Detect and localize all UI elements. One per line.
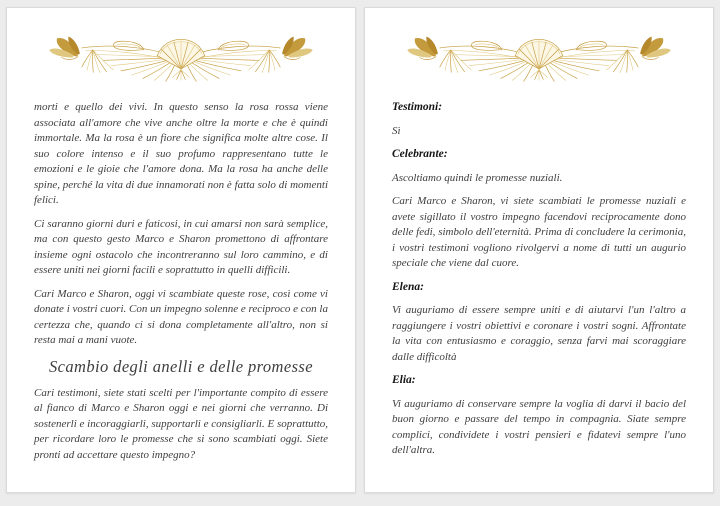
paragraph: Cari Marco e Sharon, vi siete scambiati le promesse nuziali e avete sigillato il vostro impegno facendovi reciprocamente dono delle fedi, simbolo dell'eternità. Prima di concludere la cerimonia, i vostri testimoni vogliono rivolgervi a nome di tutti un augurio speciale che viene dal cuore. <box>392 195 686 269</box>
speaker-label: Elia: <box>392 374 416 386</box>
speaker-label: Celebrante: <box>392 148 448 160</box>
gold-flourish-ornament <box>386 26 692 88</box>
paragraph: morti e quello dei vivi. In questo senso la rosa rossa viene associata all'amore che vive anche oltre la morte e che è quindi immortale. Ma la rosa è un fiore che significa molte altre cose. Il suo colore intenso e il suo profumo rappresentano tutte le emozioni e le gioie che l'amore dona. Ma la rosa ha anche delle spine, perché la vita di due innamorati non è fatta solo di momenti felici. <box>34 101 328 206</box>
paragraph: Cari testimoni, siete stati scelti per l'importante compito di essere al fianco di Marco e Sharon oggi e nei giorni che verranno. Di sostenerli e incoraggiarli, supportarli e consigliarli. E soprattutto, per ricordare loro le promesse che si sono scambiati oggi. Siete pronti ad accettare questo impegno? <box>34 386 328 461</box>
speaker-label: Testimoni: <box>392 101 443 113</box>
left-page-content <box>7 98 355 463</box>
right-page <box>364 7 714 493</box>
section-heading: Scambio degli anelli e delle promesse <box>49 356 313 376</box>
gold-flourish-ornament <box>28 26 334 88</box>
paragraph: Vi auguriamo di conservare sempre la voglia di darvi il bacio del buon giorno e passare del tempo in compagnia. Siate sempre complici, condividete i vostri pensieri e fidatevi sempre l'uno dell'altra. <box>392 397 686 456</box>
right-page-content <box>365 98 713 459</box>
paragraph: Cari Marco e Sharon, oggi vi scambiate queste rose, così come vi donate i vostri cuori. Con un impegno solenne e reciproco e con la certezza che, quando ci si dona completamente all'altro, non si resta mai a mani vuote. <box>34 287 328 346</box>
paragraph: Ci saranno giorni duri e faticosi, in cui amarsi non sarà semplice, ma con questo gesto Marco e Sharon promettono di affrontare insieme ogni ostacolo che incontreranno sul loro cammino, e di essere uniti nei giorni facili e soprattutto in quelli difficili. <box>34 217 328 276</box>
speaker-label: Elena: <box>392 280 424 293</box>
paragraph: Vi auguriamo di essere sempre uniti e di aiutarvi l'un l'altro a raggiungere i vostri obiettivi e coronare i vostri sogni. Affrontate la vita con entusiasmo e coraggio, senza farvi mai scoraggiare dalle difficoltà <box>392 304 686 363</box>
left-page <box>6 7 356 493</box>
paragraph: Ascoltiamo quindi le promesse nuziali. <box>392 171 563 184</box>
paragraph: Sì <box>392 124 401 137</box>
